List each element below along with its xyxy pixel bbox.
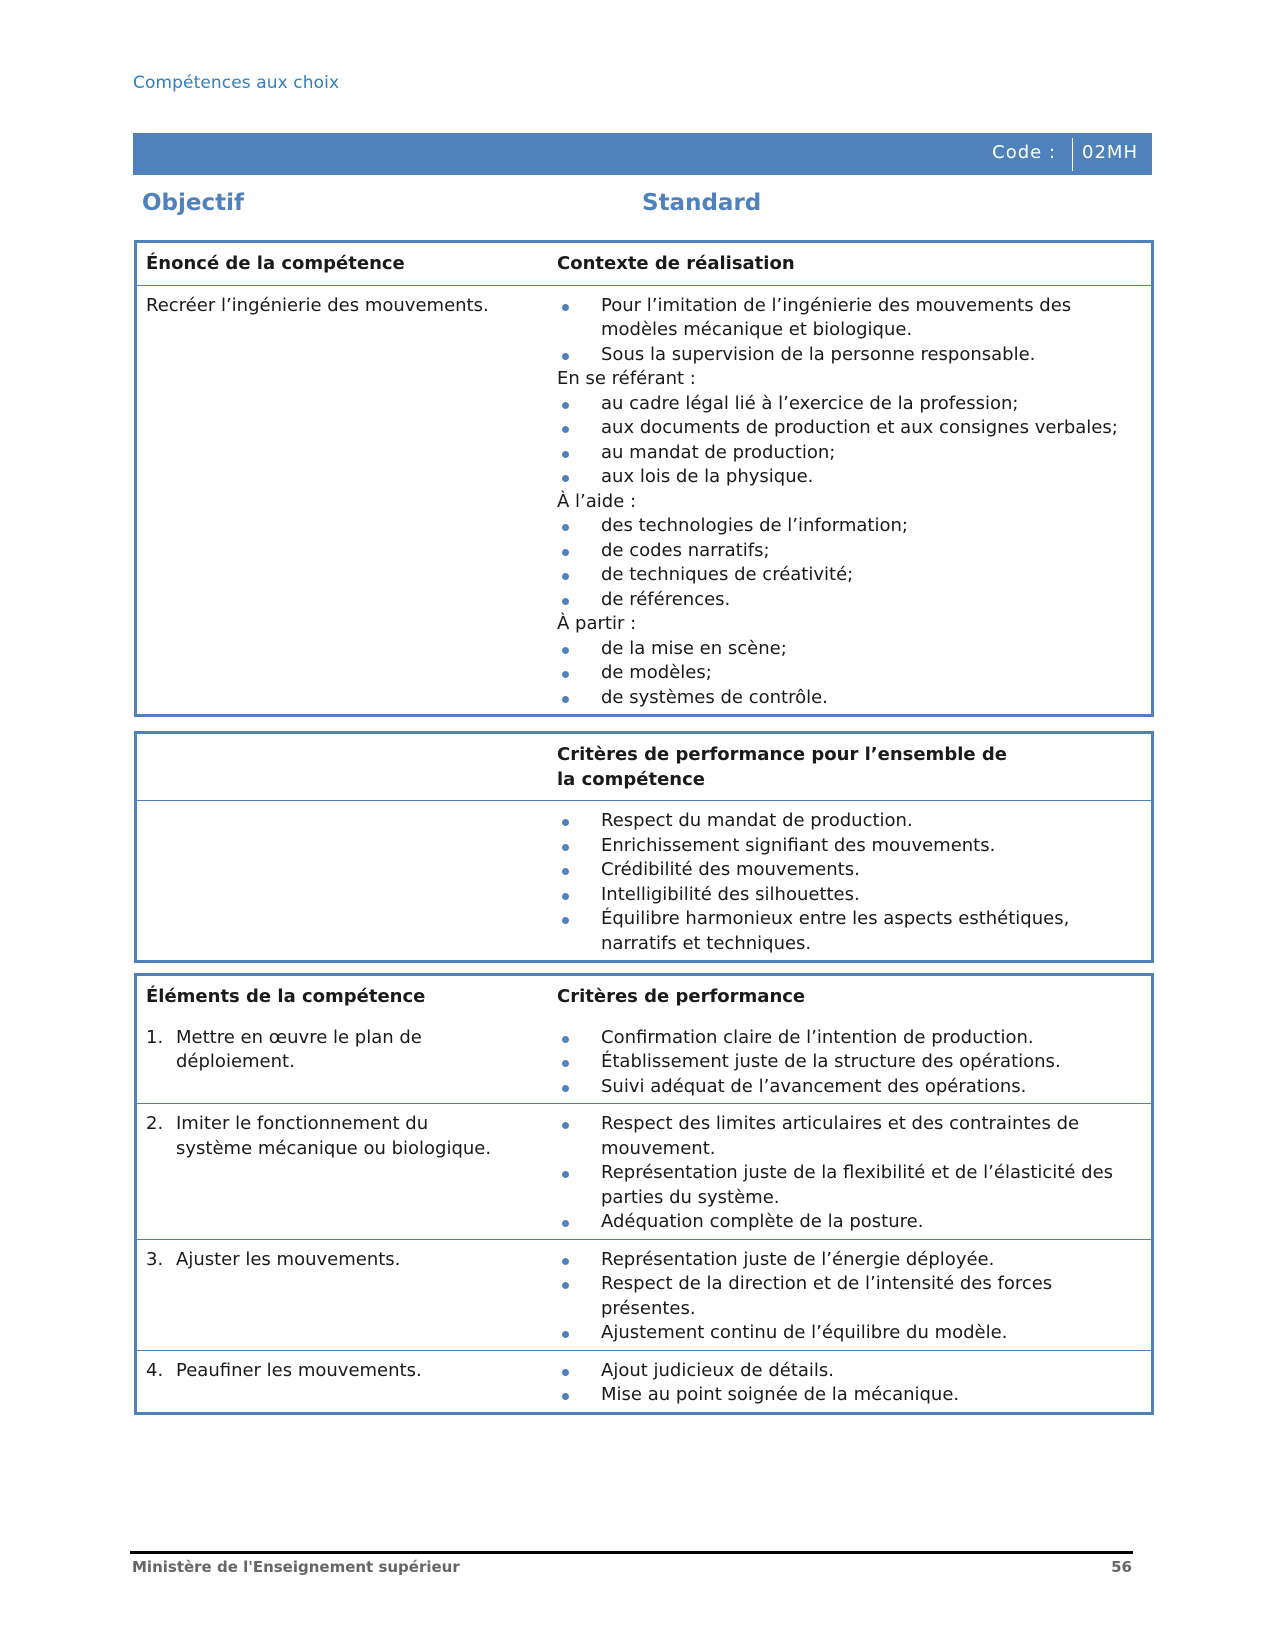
criteria-cell [557, 1240, 1151, 1350]
element-number: 3. [146, 1248, 164, 1270]
bullet-icon [562, 353, 569, 360]
element-cell [137, 1240, 557, 1350]
bullet-item [557, 1075, 1145, 1100]
bullet-icon [562, 549, 569, 556]
section-title-standard: Standard [642, 190, 762, 216]
bullet-icon [562, 304, 569, 311]
criteria-cell [557, 1018, 1151, 1104]
bullet-text: Crédibilité des mouvements. [601, 859, 860, 880]
numbered-element [146, 1359, 557, 1384]
table-row [137, 285, 1151, 715]
code-band [133, 133, 1152, 175]
element-number: 4. [146, 1359, 164, 1381]
criteria-cell [557, 1351, 1151, 1412]
bullet-icon [562, 917, 569, 924]
bullet-item [557, 563, 1145, 588]
bullet-item [557, 343, 1145, 368]
bullet-icon [562, 868, 569, 875]
header-context: Contexte de réalisation [557, 253, 795, 274]
element-cell [137, 1018, 557, 1104]
bullet-item [557, 588, 1145, 613]
bullet-icon [562, 1122, 569, 1129]
global-criteria-list [557, 801, 1151, 960]
element-row [137, 1018, 1151, 1104]
bullet-icon [562, 647, 569, 654]
element-row [137, 1103, 1151, 1239]
bullet-item [557, 1050, 1145, 1075]
bullet-text: Mise au point soignée de la mécanique. [601, 1384, 960, 1405]
code-label: Code : [992, 142, 1056, 163]
bullet-item [557, 907, 1145, 956]
bullet-item [557, 1112, 1145, 1161]
element-number: 2. [146, 1113, 164, 1134]
bullet-text: Équilibre harmonieux entre les aspects esthétiques, narratifs et techniques. [601, 908, 1070, 954]
bullet-text: Respect de la direction et de l’intensité des forces présentes. [601, 1273, 1053, 1319]
header-elements: Éléments de la compétence [146, 986, 426, 1007]
numbered-element [146, 1112, 557, 1161]
context-intro: En se référant : [557, 368, 696, 389]
bullet-text: Respect des limites articulaires et des contraintes de mouvement. [601, 1113, 1080, 1159]
bullet-icon [562, 671, 569, 678]
numbered-element [146, 1248, 557, 1273]
bullet-icon [562, 1220, 569, 1227]
bullet-item [557, 858, 1145, 883]
element-cell [137, 1104, 557, 1239]
bullet-icon [562, 1331, 569, 1338]
bullet-text: Représentation juste de l’énergie déployée. [601, 1248, 995, 1270]
bullet-text: Respect du mandat de production. [601, 810, 913, 831]
global-criteria-table [134, 731, 1154, 963]
bullet-text: de systèmes de contrôle. [601, 686, 828, 708]
bullet-icon [562, 475, 569, 482]
bullet-item [557, 1248, 1145, 1273]
bullet-text: de références. [601, 588, 731, 610]
bullet-item [557, 465, 1145, 490]
bullet-text: de modèles; [601, 662, 712, 683]
bullet-item [557, 1161, 1145, 1210]
bullet-text: des technologies de l’information; [601, 515, 908, 536]
code-value: 02MH [1082, 142, 1138, 163]
element-number: 1. [146, 1026, 164, 1048]
bullet-item [557, 441, 1145, 466]
bullet-item [557, 637, 1145, 662]
bullet-text: de techniques de créativité; [601, 564, 854, 585]
element-text: Ajuster les mouvements. [176, 1248, 401, 1270]
bullet-icon [562, 893, 569, 900]
bullet-text: Ajout judicieux de détails. [601, 1359, 835, 1381]
element-row [137, 1350, 1151, 1412]
bullet-icon [562, 402, 569, 409]
bullet-item [557, 539, 1145, 564]
bullet-icon [562, 1393, 569, 1400]
page-number: 56 [1111, 1558, 1132, 1576]
bullet-icon [562, 598, 569, 605]
header-criteria: Critères de performance [557, 986, 806, 1007]
competence-statement: Recréer l’ingénierie des mouvements. [146, 294, 489, 316]
empty-cell [137, 801, 557, 960]
bullet-text: Confirmation claire de l’intention de production. [601, 1026, 1034, 1048]
competence-context-table [134, 240, 1154, 717]
bullet-item [557, 1383, 1145, 1408]
table-row [137, 800, 1151, 960]
element-text: Imiter le fonctionnement du système mécanique ou biologique. [176, 1113, 492, 1159]
bullet-icon [562, 1258, 569, 1265]
element-row [137, 1239, 1151, 1350]
bullet-icon [562, 1369, 569, 1376]
criteria-cell [557, 1104, 1151, 1239]
element-text: Peaufiner les mouvements. [176, 1359, 422, 1381]
bullet-item [557, 416, 1145, 441]
bullet-icon [562, 1282, 569, 1289]
table-header-row [137, 734, 1151, 800]
header-empty [137, 734, 557, 800]
bullet-icon [562, 819, 569, 826]
bullet-item [557, 1026, 1145, 1051]
bullet-item [557, 1272, 1145, 1321]
bullet-text: au mandat de production; [601, 441, 836, 463]
bullet-text: aux documents de production et aux consignes verbales; [601, 417, 1118, 438]
bullet-item [557, 1321, 1145, 1346]
table-header-row [137, 976, 1151, 1018]
running-head: Compétences aux choix [133, 73, 340, 93]
bullet-item [557, 809, 1145, 834]
bullet-text: Ajustement continu de l’équilibre du modèle. [601, 1322, 1008, 1343]
bullet-text: Intelligibilité des silhouettes. [601, 883, 860, 905]
table-header-row [137, 243, 1151, 285]
context-list [557, 286, 1151, 715]
bullet-item [557, 686, 1145, 711]
bullet-icon [562, 1171, 569, 1178]
bullet-item [557, 883, 1145, 908]
bullet-text: de la mise en scène; [601, 637, 787, 659]
bullet-icon [562, 1085, 569, 1092]
element-text: Mettre en œuvre le plan de déploiement. [176, 1026, 422, 1072]
bullet-text: Suivi adéquat de l’avancement des opérations. [601, 1075, 1027, 1097]
header-statement: Énoncé de la compétence [146, 253, 405, 274]
bullet-item [557, 661, 1145, 686]
bullet-text: Enrichissement signifiant des mouvements. [601, 834, 996, 856]
bullet-item [557, 294, 1145, 343]
bullet-item [557, 514, 1145, 539]
bullet-text: Pour l’imitation de l’ingénierie des mouvements des modèles mécanique et biologique. [601, 294, 1072, 340]
bullet-item [557, 392, 1145, 417]
code-separator [1072, 138, 1073, 171]
element-cell [137, 1351, 557, 1412]
bullet-text: Établissement juste de la structure des opérations. [601, 1051, 1061, 1072]
footer-rule [130, 1551, 1133, 1554]
bullet-text: de codes narratifs; [601, 539, 770, 561]
context-intro: À partir : [557, 613, 637, 634]
bullet-icon [562, 426, 569, 433]
bullet-text: Représentation juste de la flexibilité et de l’élasticité des parties du système. [601, 1162, 1114, 1208]
bullet-icon [562, 1036, 569, 1043]
bullet-text: au cadre légal lié à l’exercice de la profession; [601, 392, 1019, 414]
bullet-icon [562, 451, 569, 458]
bullet-item [557, 834, 1145, 859]
bullet-text: aux lois de la physique. [601, 466, 814, 487]
bullet-text: Sous la supervision de la personne responsable. [601, 343, 1036, 365]
bullet-icon [562, 573, 569, 580]
context-intro: À l’aide : [557, 490, 637, 512]
bullet-icon [562, 1060, 569, 1067]
bullet-icon [562, 844, 569, 851]
bullet-icon [562, 524, 569, 531]
numbered-element [146, 1026, 557, 1075]
bullet-text: Adéquation complète de la posture. [601, 1211, 924, 1232]
bullet-icon [562, 696, 569, 703]
bullet-item [557, 1359, 1145, 1384]
section-title-objectif: Objectif [142, 190, 245, 216]
elements-criteria-table [134, 973, 1154, 1415]
footer-organization: Ministère de l'Enseignement supérieur [132, 1558, 460, 1576]
header-global-criteria: Critères de performance pour l’ensemble de la compétence [557, 744, 1007, 790]
bullet-item [557, 1210, 1145, 1235]
